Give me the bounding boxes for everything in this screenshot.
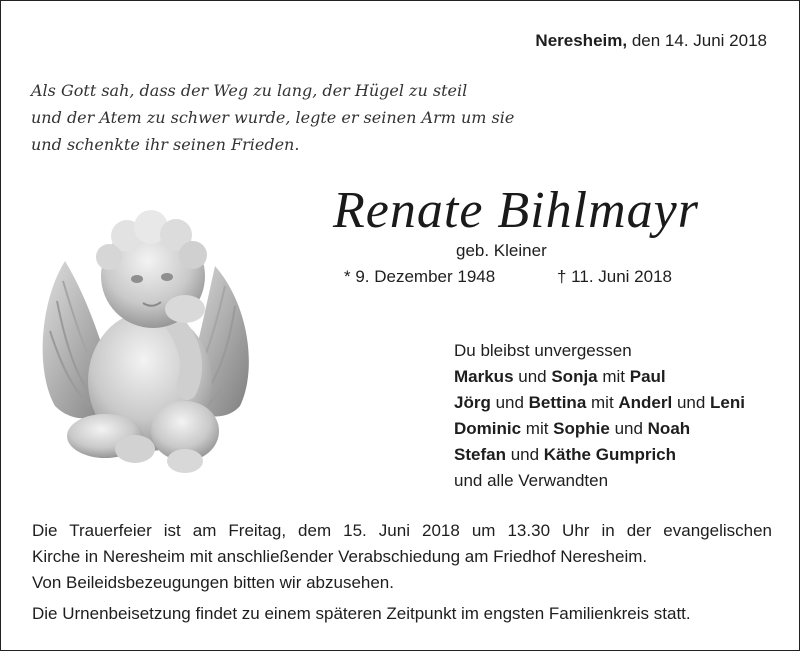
family-list xyxy=(454,338,745,494)
family-member-name: Noah xyxy=(647,419,691,438)
family-member-name: Anderl xyxy=(618,393,673,412)
place-date xyxy=(535,31,767,51)
notice-date: den 14. Juni 2018 xyxy=(631,31,767,50)
family-line xyxy=(454,442,745,468)
poem-line: und schenkte ihr seinen Frieden. xyxy=(31,135,300,154)
family-member-name: Markus xyxy=(454,367,514,386)
family-line xyxy=(454,390,745,416)
family-connector: mit xyxy=(586,393,619,412)
service-line: Kirche in Neresheim mit anschließender Verabschiedung am Friedhof Neresheim. xyxy=(32,547,648,566)
deceased-name: Renate Bihlmayr xyxy=(333,182,699,239)
place-name: Neresheim, xyxy=(535,31,628,50)
family-member-name: Käthe Gumprich xyxy=(543,445,677,464)
family-connector: mit xyxy=(597,367,630,386)
family-member-name: Bettina xyxy=(528,393,587,412)
family-member-name: Stefan xyxy=(454,445,506,464)
family-line xyxy=(454,416,745,442)
family-connector: und xyxy=(490,393,529,412)
service-line: Die Trauerfeier ist am Freitag, dem 15. Juni 2018 um 13.30 Uhr in der evangelischen xyxy=(32,521,772,540)
angel-figure-icon xyxy=(35,191,259,481)
family-connector: und xyxy=(609,419,648,438)
urn-burial-info: Die Urnenbeisetzung findet zu einem späteren Zeitpunkt im engsten Familienkreis statt. xyxy=(32,604,691,623)
family-line xyxy=(454,364,745,390)
poem-line: Als Gott sah, dass der Weg zu lang, der Hügel zu steil xyxy=(31,81,468,100)
funeral-service-info xyxy=(32,518,772,596)
death-date: † 11. Juni 2018 xyxy=(557,267,672,286)
family-connector: mit xyxy=(521,419,554,438)
birth-date: * 9. Dezember 1948 xyxy=(344,267,496,286)
poem-line: und der Atem zu schwer wurde, legte er seinen Arm um sie xyxy=(31,108,515,127)
family-line xyxy=(454,468,745,494)
family-intro: Du bleibst unvergessen xyxy=(454,341,632,360)
family-member-name: Sonja xyxy=(551,367,598,386)
family-member-name: Jörg xyxy=(454,393,491,412)
maiden-name: geb. Kleiner xyxy=(456,241,547,260)
family-member-name: Sophie xyxy=(553,419,610,438)
family-member-name: Leni xyxy=(710,393,745,412)
family-member-name: Paul xyxy=(629,367,666,386)
family-connector: und xyxy=(672,393,711,412)
family-connector: und xyxy=(513,367,552,386)
family-connector: und xyxy=(505,445,544,464)
family-connector: und alle Verwandten xyxy=(454,471,609,490)
service-line: Von Beileidsbezeugungen bitten wir abzusehen. xyxy=(32,573,394,592)
family-member-name: Dominic xyxy=(454,419,522,438)
poem xyxy=(31,77,515,158)
